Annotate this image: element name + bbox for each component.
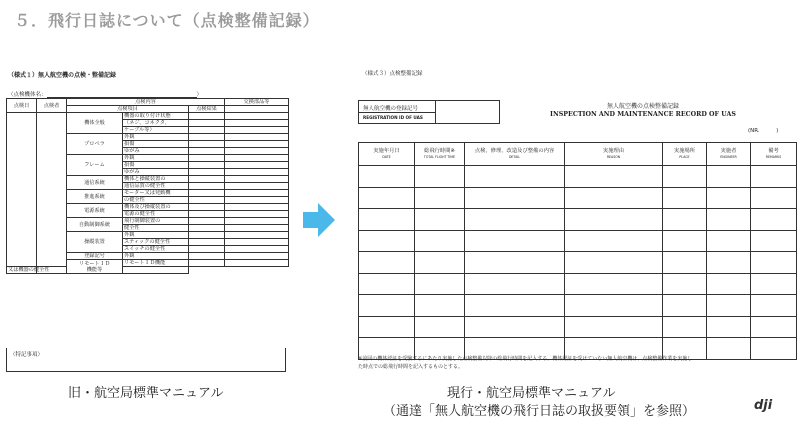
record-cell	[359, 316, 415, 338]
inspection-result-cell	[189, 253, 225, 260]
record-cell	[707, 209, 751, 231]
record-cell	[751, 316, 797, 338]
inspection-item: 外観	[123, 155, 189, 162]
col-content: 点検内容	[67, 99, 225, 106]
inspection-item: 通信品質の健全性	[123, 183, 189, 190]
record-cell	[359, 273, 415, 295]
record-cell	[415, 252, 465, 274]
inspection-group	[67, 155, 123, 176]
record-cell	[751, 230, 797, 252]
inspection-group	[67, 190, 123, 204]
inspection-result-cell	[189, 246, 225, 253]
inspection-item: リモートＩＤ機能	[123, 260, 189, 267]
inspection-row	[7, 113, 289, 120]
first-inspector-cell	[37, 113, 67, 267]
column-label-ja: 実施場所	[673, 148, 696, 154]
inspection-item: モーター又は発動機	[123, 190, 189, 197]
record-cell	[465, 295, 565, 317]
inspection-item: スティックの健全性	[123, 239, 189, 246]
record-cell	[663, 209, 707, 231]
column-label-en: REASON	[606, 155, 621, 159]
inspection-group	[67, 204, 123, 218]
column-label-ja: 点検、修理、改造及び整備の内容	[474, 148, 555, 154]
old-form-header: （様式１）無人航空機の点検・整備記録	[8, 72, 117, 79]
parts-cell	[225, 120, 289, 127]
parts-cell	[225, 253, 289, 260]
parts-cell	[225, 239, 289, 246]
old-form-table	[6, 98, 289, 274]
parts-cell	[225, 127, 289, 134]
record-title-en: INSPECTION AND MAINTENANCE RECORD OF UAS	[550, 111, 736, 118]
record-title-ja: 無人航空機の点検整備記録	[606, 103, 679, 110]
current-inspection-form	[358, 68, 796, 370]
record-cell	[415, 230, 465, 252]
inspection-item: 機体と操縦装置の	[123, 176, 189, 183]
inspection-group-name: 登録記号	[84, 253, 105, 259]
record-row	[359, 295, 797, 317]
inspection-group-name: 機体全般	[84, 120, 105, 126]
aircraft-name-line	[8, 90, 202, 98]
record-cell	[465, 187, 565, 209]
record-row	[359, 187, 797, 209]
inspection-group-name: 推進系統	[84, 193, 105, 200]
inspection-item: スイッチの健全性	[123, 246, 189, 253]
parts-cell	[225, 225, 289, 232]
record-cell	[751, 166, 797, 188]
inspection-item: 機体及び操縦装置の	[123, 204, 189, 211]
inspection-result-cell	[189, 134, 225, 141]
col-result: 点検結果	[189, 106, 225, 113]
column-label-ja: 実施者	[720, 148, 737, 154]
inspection-item: ゆがみ	[123, 169, 189, 176]
registration-box	[358, 100, 436, 124]
record-column-header	[707, 143, 751, 166]
col-item: 点検項目	[67, 106, 189, 113]
current-form-table	[358, 142, 797, 360]
inspection-group-name: 操縦装置	[84, 239, 105, 245]
record-column-header	[415, 143, 465, 166]
inspection-result-cell	[189, 239, 225, 246]
inspection-item: 機器の取り付け状態	[123, 113, 189, 120]
parts-cell	[225, 113, 289, 120]
record-cell	[663, 252, 707, 274]
record-number: (NR. )	[748, 128, 779, 134]
inspection-result-cell	[189, 183, 225, 190]
record-cell	[565, 166, 663, 188]
record-cell	[707, 273, 751, 295]
record-cell	[751, 209, 797, 231]
registration-value-box	[436, 100, 500, 124]
inspection-group	[67, 134, 123, 155]
record-column-header	[663, 143, 707, 166]
record-cell	[663, 316, 707, 338]
footnote	[358, 355, 796, 371]
record-cell	[663, 273, 707, 295]
record-cell	[415, 273, 465, 295]
column-label-en: ENGINEER	[720, 155, 737, 159]
record-cell	[663, 230, 707, 252]
inspection-item: 飛行制御装置の	[123, 218, 189, 225]
inspection-item: 損傷	[123, 141, 189, 148]
inspection-result-cell	[189, 113, 225, 120]
column-label-en: DATE	[382, 155, 391, 159]
record-cell	[465, 316, 565, 338]
record-cell	[663, 295, 707, 317]
record-row	[359, 166, 797, 188]
footnote-line-1: ※前回の機体認証を受験するにあたり実施した点検整備以降の総飛行時間を記入する。機体認証を受けていない無人航空機は、点検整備作業を実施し	[358, 356, 693, 362]
inspection-item: 外観	[123, 134, 189, 141]
inspection-result-cell	[189, 169, 225, 176]
parts-cell	[225, 218, 289, 225]
parts-cell	[225, 176, 289, 183]
inspection-group	[67, 260, 123, 274]
parts-cell	[225, 232, 289, 239]
parts-cell	[225, 169, 289, 176]
column-label-en: TOTAL FLIGHT TIME	[423, 155, 456, 159]
inspection-group-name-2: 機能等	[86, 266, 103, 273]
inspection-item: 損傷	[123, 162, 189, 169]
parts-cell	[225, 211, 289, 218]
column-label-ja: 総飛行時間※	[424, 148, 455, 154]
record-row	[359, 209, 797, 231]
parts-cell	[225, 197, 289, 204]
column-label-ja: 備考	[768, 148, 779, 154]
right-arrow-icon	[303, 203, 335, 237]
inspection-group	[67, 232, 123, 253]
column-label-en: PLACE	[679, 155, 690, 159]
inspection-result-cell	[189, 141, 225, 148]
parts-cell	[225, 148, 289, 155]
record-row	[359, 273, 797, 295]
record-cell	[751, 295, 797, 317]
record-cell	[707, 295, 751, 317]
inspection-result-cell	[189, 127, 225, 134]
record-cell	[565, 316, 663, 338]
inspection-item: 外観	[123, 253, 189, 260]
parts-cell	[225, 162, 289, 169]
parts-cell	[123, 267, 189, 274]
inspection-result-cell	[189, 232, 225, 239]
inspection-item: の健全性	[123, 197, 189, 204]
record-cell	[465, 273, 565, 295]
record-cell	[359, 187, 415, 209]
inspection-item: 外観	[123, 232, 189, 239]
record-cell	[415, 187, 465, 209]
inspection-group-name: 通信系統	[84, 179, 105, 186]
parts-cell	[225, 183, 289, 190]
inspection-group-name: 自動制御系統	[78, 221, 111, 228]
record-cell	[707, 166, 751, 188]
parts-cell	[225, 204, 289, 211]
record-cell	[565, 252, 663, 274]
record-cell	[565, 295, 663, 317]
record-cell	[565, 230, 663, 252]
record-column-header	[751, 143, 797, 166]
caption-current-manual-note: （通達「無人航空機の飛行日誌の取扱要領」を参照）	[383, 404, 696, 419]
record-cell	[359, 295, 415, 317]
inspection-group-name: リモートＩＤ	[79, 260, 110, 267]
notes-box	[6, 348, 286, 372]
inspection-item: 又は機器の健全性	[8, 267, 50, 273]
column-label-ja: 実施理由	[602, 148, 625, 154]
inspection-group	[67, 253, 123, 260]
inspection-result-cell	[189, 176, 225, 183]
record-cell	[663, 166, 707, 188]
record-cell	[707, 230, 751, 252]
record-cell	[663, 187, 707, 209]
record-column-header	[465, 143, 565, 166]
record-cell	[565, 209, 663, 231]
inspection-item: （ネジ、コネクタ、	[123, 120, 189, 127]
record-cell	[359, 209, 415, 231]
parts-cell	[225, 260, 289, 267]
record-cell	[751, 187, 797, 209]
inspection-group-name: フレーム	[84, 162, 105, 168]
column-label-en: REMARKS	[765, 155, 782, 159]
aircraft-name-label: （点検機体名：	[8, 92, 47, 98]
record-cell	[565, 273, 663, 295]
record-row	[359, 252, 797, 274]
registration-label-en: REGISTRATION ID OF UAS	[363, 115, 423, 120]
inspection-item: 電源の健全性	[123, 211, 189, 218]
record-cell	[415, 209, 465, 231]
slide-title: ５．飛行日誌について（点検整備記録）	[14, 11, 320, 30]
inspection-result-cell	[189, 197, 225, 204]
inspection-result-cell	[189, 162, 225, 169]
record-cell	[415, 166, 465, 188]
column-label-ja: 実施年月日	[373, 148, 400, 154]
inspection-item: 健全性	[123, 225, 189, 232]
parts-cell	[225, 141, 289, 148]
aircraft-name-close: ）	[196, 92, 203, 98]
record-cell	[465, 252, 565, 274]
record-cell	[465, 166, 565, 188]
inspection-result-cell	[189, 155, 225, 162]
col-parts: 交換部品等	[225, 99, 289, 106]
record-cell	[751, 252, 797, 274]
inspection-result-cell	[189, 120, 225, 127]
record-cell	[359, 230, 415, 252]
record-cell	[751, 273, 797, 295]
inspection-item: ゆがみ	[123, 148, 189, 155]
inspection-result-cell	[189, 218, 225, 225]
record-cell	[465, 230, 565, 252]
record-cell	[359, 252, 415, 274]
current-form-header: （様式３）点検整備記録	[362, 71, 423, 77]
inspection-group	[67, 113, 123, 134]
inspection-group-name: 電源系統	[84, 207, 105, 214]
record-cell	[565, 187, 663, 209]
registration-label-ja: 無人航空機の登録記号	[363, 106, 419, 112]
record-cell	[707, 316, 751, 338]
parts-cell	[225, 190, 289, 197]
record-cell	[465, 209, 565, 231]
record-cell	[415, 316, 465, 338]
record-cell	[415, 295, 465, 317]
inspection-result-cell	[189, 225, 225, 232]
record-cell	[359, 166, 415, 188]
column-label-en: DETAIL	[508, 155, 521, 159]
inspection-item: ケーブル等）	[123, 127, 189, 134]
dji-logo	[753, 397, 783, 413]
record-column-header	[565, 143, 663, 166]
inspection-result-cell	[189, 260, 225, 267]
notes-label: （特記事項）	[10, 352, 44, 358]
inspection-result-cell	[189, 204, 225, 211]
first-date-cell	[7, 113, 37, 267]
record-column-header	[359, 143, 415, 166]
svg-text:dji: dji	[754, 398, 773, 413]
parts-cell	[225, 246, 289, 253]
inspection-result-cell	[189, 211, 225, 218]
inspection-group	[67, 176, 123, 190]
record-cell	[707, 187, 751, 209]
record-row	[359, 316, 797, 338]
inspection-row	[7, 267, 289, 274]
parts-cell	[225, 155, 289, 162]
col-date: 点検日	[7, 99, 37, 113]
footnote-line-2: た時点での総飛行時間を記入するものとする。	[358, 364, 464, 370]
inspection-result-cell	[189, 190, 225, 197]
caption-current-manual: 現行・航空局標準マニュアル	[447, 386, 616, 401]
inspection-group	[67, 218, 123, 232]
parts-cell	[225, 134, 289, 141]
caption-old-manual: 旧・航空局標準マニュアル	[68, 386, 224, 401]
record-row	[359, 230, 797, 252]
record-cell	[707, 252, 751, 274]
old-inspection-form	[6, 68, 288, 374]
inspection-group-name: プロペラ	[84, 141, 105, 147]
col-inspector: 点検者	[37, 99, 67, 113]
inspection-result-cell	[189, 148, 225, 155]
